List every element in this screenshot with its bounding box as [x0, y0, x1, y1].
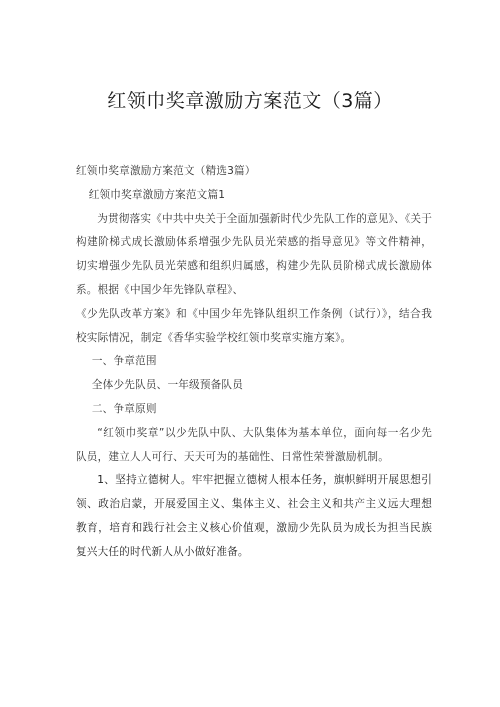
section-heading: 二、争章原则	[91, 402, 157, 415]
document-body	[76, 160, 432, 565]
document-title: 红领巾奖章激励方案范文（3篇）	[107, 90, 393, 112]
body-paragraph: 全体少先队员、一年级预备队员	[91, 379, 244, 392]
body-paragraph: 为贯彻落实《中共中央关于全面加强新时代少先队工作的意见》、《关于构建阶梯式成长激励体系增强少先队员光荣感的指导意见》等文件精神，切实增强少先队员光荣感和组织归属感，构建少先队员阶梯式成长激励体系。根据《中国少年先锋队章程》、	[76, 212, 432, 296]
body-paragraph: 1、坚持立德树人。牢牢把握立德树人根本任务，旗帜鲜明开展思想引领、政治启蒙，开展爱国主义、集体主义、社会主义和共产主义远大理想教育，培育和践行社会主义核心价值观，激励少先队员为成长为担当民族复兴大任的时代新人从小做好准备。	[76, 474, 432, 558]
section-heading: 红领巾奖章激励方案范文篇1	[88, 188, 226, 201]
body-paragraph: 《少先队改革方案》和《中国少年先锋队组织工作条例（试行）》，结合我校实际情况，制定《香华实验学校红领巾奖章实施方案》。	[76, 307, 432, 344]
body-paragraph: “红领巾奖章”以少先队中队、大队集体为基本单位，面向每一名少先队员，建立人人可行、天天可为的基础性、日常性荣誉激励机制。	[76, 426, 432, 463]
subtitle-paragraph: 红领巾奖章激励方案范文（精选3篇）	[76, 165, 256, 177]
section-heading: 一、争章范围	[91, 355, 157, 368]
